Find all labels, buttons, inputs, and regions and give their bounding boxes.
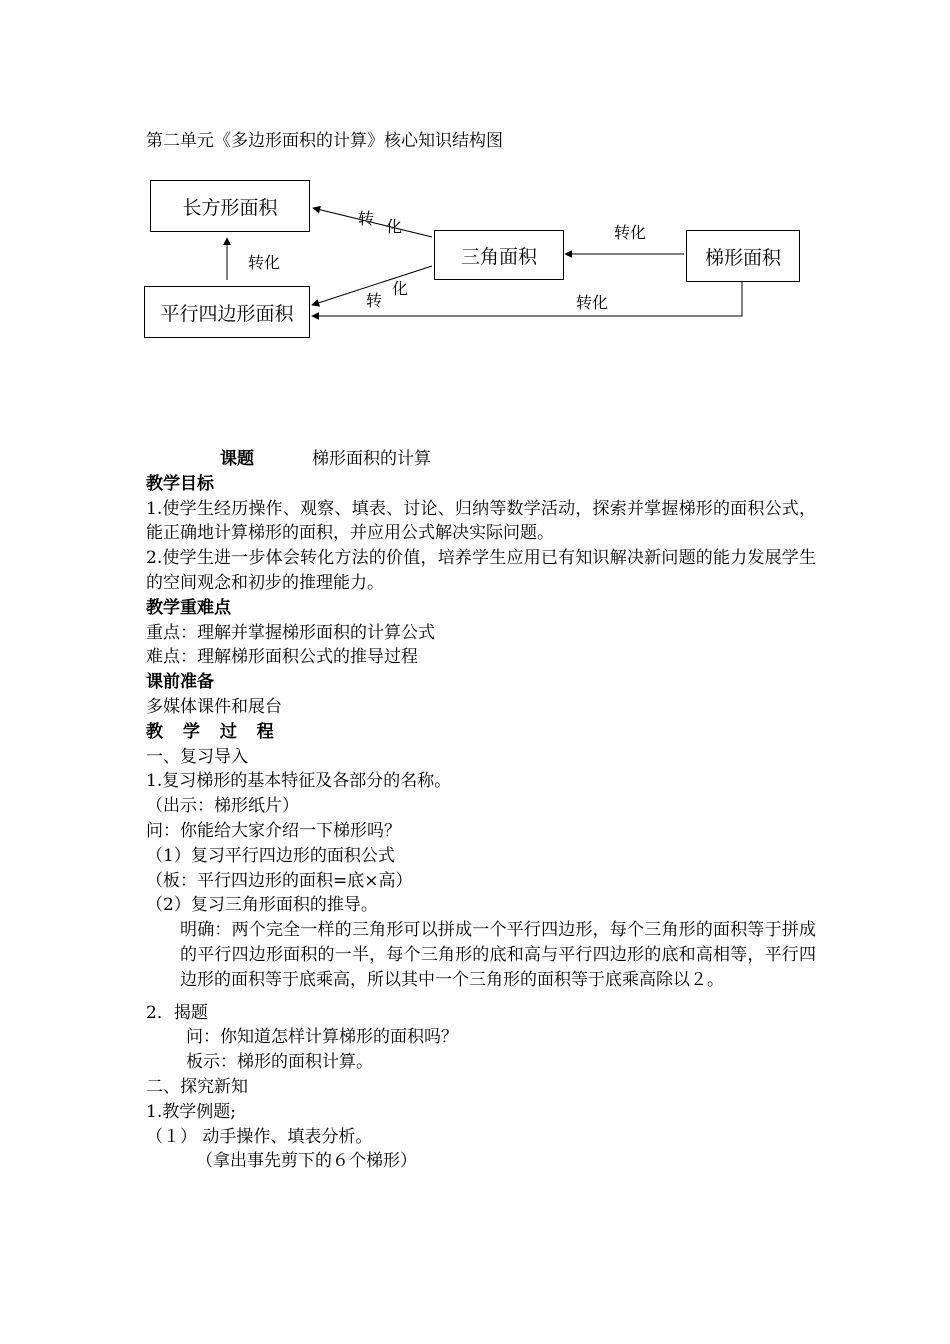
topic-value: 梯形面积的计算 [312,449,431,469]
topic-label: 课题 [220,449,254,469]
box-parallelogram-area [144,286,310,338]
knowledge-structure-diagram [140,170,820,350]
section-explore: 二、探究新知 [146,1076,248,1097]
explore-part-1: （１） 动手操作、填表分析。 [146,1126,373,1147]
reveal-ask: 问：你知道怎样计算梯形的面积吗？ [186,1027,458,1048]
topic-row [146,447,816,472]
explore-item-1: 1.教学例题; [146,1101,236,1122]
review-ask: 问：你能给大家介绍一下梯形吗？ [146,820,401,841]
box-trapezoid-area [686,230,800,282]
unit-title: 第二单元《多边形面积的计算》核心知识结构图 [146,131,503,151]
box-rectangle-area [150,180,310,232]
goal-2: 2.使学生进一步体会转化方法的价值，培养学生应用已有知识解决新问题的能力发展学生的空间观念和初步的推理能力。 [146,548,816,593]
label-tri-to-rect-2: 化 [386,217,403,236]
box-label: 三角面积 [460,245,537,268]
key-heading: 教学重难点 [146,597,231,618]
box-label: 长方形面积 [182,196,278,219]
review-explanation: 明确：两个完全一样的三角形可以拼成一个平行四边形，每个三角形的面积等于拼成的平行四边形面积的一半，每个三角形的底和高与平行四边形的底和高相等，平行四边形的面积等于底乘高，所以其中一个三角形的面积等于底乘高除以２。 [180,920,816,990]
label-trap-to-tri: 转化 [614,223,647,242]
key-point: 重点：理解并掌握梯形面积的计算公式 [146,622,435,643]
goal-1: 1.使学生经历操作、观察、填表、讨论、归纳等数学活动，探索并掌握梯形的面积公式，能正确地计算梯形的面积，并应用公式解决实际问题。 [146,498,816,544]
box-label: 平行四边形面积 [160,302,294,325]
label-trap-to-para: 转化 [576,293,609,312]
box-triangle-area [434,230,564,280]
review-part-1: （1）复习平行四边形的面积公式 [146,845,395,866]
reveal-topic: 2．揭题 [146,1002,208,1023]
process-heading: 教 学 过 程 [146,721,274,742]
box-label: 梯形面积 [704,246,781,269]
lesson-plan [146,447,816,1174]
label-tri-to-para-1: 转 [366,291,383,310]
review-item-1: 1.复习梯形的基本特征及各部分的名称。 [146,771,452,792]
label-tri-to-rect-1: 转 [358,209,375,228]
spacer [146,993,816,1001]
label-para-to-rect: 转化 [248,253,281,272]
review-part-2: （2）复习三角形面积的推导。 [146,895,378,916]
goals-heading: 教学目标 [146,473,214,494]
review-board: （板：平行四边形的面积=底×高） [146,870,413,891]
prep-text: 多媒体课件和展台 [146,696,282,717]
review-show: （出示：梯形纸片） [146,796,299,817]
explore-take: （拿出事先剪下的６个梯形） [196,1151,417,1172]
label-tri-to-para-2: 化 [392,279,409,298]
section-review: 一、复习导入 [146,746,248,767]
reveal-board: 板示：梯形的面积计算。 [186,1052,373,1073]
difficult-point: 难点：理解梯形面积公式的推导过程 [146,647,418,668]
prep-heading: 课前准备 [146,672,214,693]
